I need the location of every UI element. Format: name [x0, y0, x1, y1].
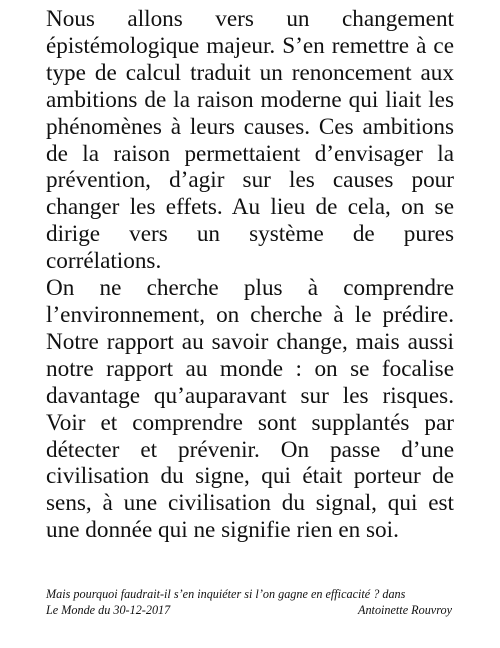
- citation-author: Antoinette Rouvroy: [358, 602, 452, 617]
- paragraph-1: Nous allons vers un changement épistémologique majeur. S’en remettre à ce type de calcul traduit un renoncement aux ambitions de la raison moderne qui liait les phénomènes à leurs causes. Ces ambitions de la raison permettaient d’envisager la prévention, d’agir sur les causes pour changer les effets. Au lieu de cela, on se dirige vers un système de pures corrélations.: [46, 6, 454, 275]
- citation-source-row: [46, 603, 458, 619]
- quote-body: [46, 6, 454, 544]
- citation-source: Le Monde du 30-12-2017: [46, 602, 171, 617]
- citation-title: Mais pourquoi faudrait-il s’en inquiéter si l’on gagne en efficacité ? dans: [46, 587, 406, 601]
- paragraph-2: On ne cherche plus à comprendre l’environnement, on cherche à le prédire. Notre rapport au savoir change, mais aussi notre rapport au monde : on se focalise davantage qu’auparavant sur les risques. Voir et comprendre sont supplantés par détecter et prévenir. On passe d’une civilisation du signe, qui était porteur de sens, à une civilisation du signal, qui est une donnée qui ne signifie rien en soi.: [46, 275, 454, 544]
- citation: [46, 587, 458, 618]
